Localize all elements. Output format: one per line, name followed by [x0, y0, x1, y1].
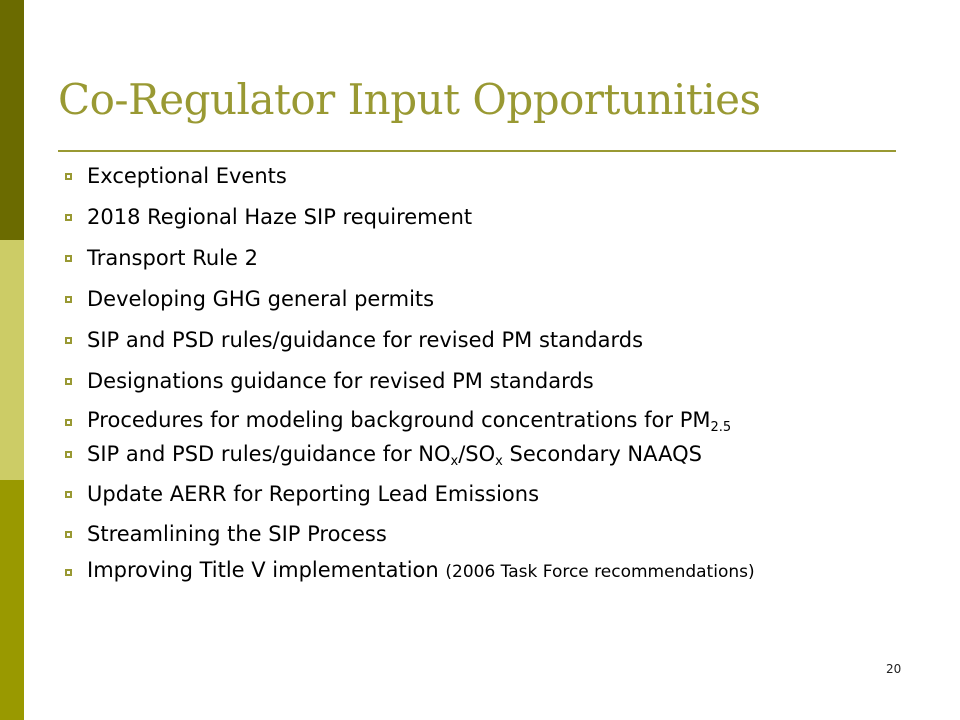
square-bullet-icon [65, 451, 72, 458]
bullet-item: Exceptional Events [62, 164, 922, 188]
square-bullet-icon [65, 173, 72, 180]
bullet-item: SIP and PSD rules/guidance for $NO_x/SO_x$ Secondary NAAQS [62, 442, 922, 466]
bullet-item: Update AERR for Reporting Lead Emissions [62, 482, 922, 506]
square-bullet-icon [65, 569, 72, 576]
slide-title: Co-Regulator Input Opportunities [58, 75, 761, 124]
bullet-item: Developing GHG general permits [62, 287, 922, 311]
bullet-item: Designations guidance for revised PM standards [62, 369, 922, 393]
bullet-list [62, 158, 922, 582]
square-bullet-icon [65, 296, 72, 303]
bullet-item: Transport Rule 2 [62, 246, 922, 270]
bullet-item: SIP and PSD rules/guidance for revised PM standards [62, 328, 922, 352]
square-bullet-icon [65, 337, 72, 344]
title-rule [58, 150, 896, 152]
bullet-item: Improving Title V implementation (2006 Task Force recommendations) [62, 560, 922, 582]
page-number: 20 [886, 662, 902, 676]
square-bullet-icon [65, 255, 72, 262]
left-bar-light [0, 240, 24, 480]
square-bullet-icon [65, 214, 72, 221]
bullet-item: Procedures for modeling background concentrations for $PM_{2.5}$ [62, 410, 922, 430]
square-bullet-icon [65, 531, 72, 538]
square-bullet-icon [65, 378, 72, 385]
left-bar-dark [0, 0, 24, 240]
bullet-item: Streamlining the SIP Process [62, 522, 922, 546]
square-bullet-icon [65, 419, 72, 426]
square-bullet-icon [65, 491, 72, 498]
left-bar-olive [0, 480, 24, 720]
bullet-item: 2018 Regional Haze SIP requirement [62, 205, 922, 229]
